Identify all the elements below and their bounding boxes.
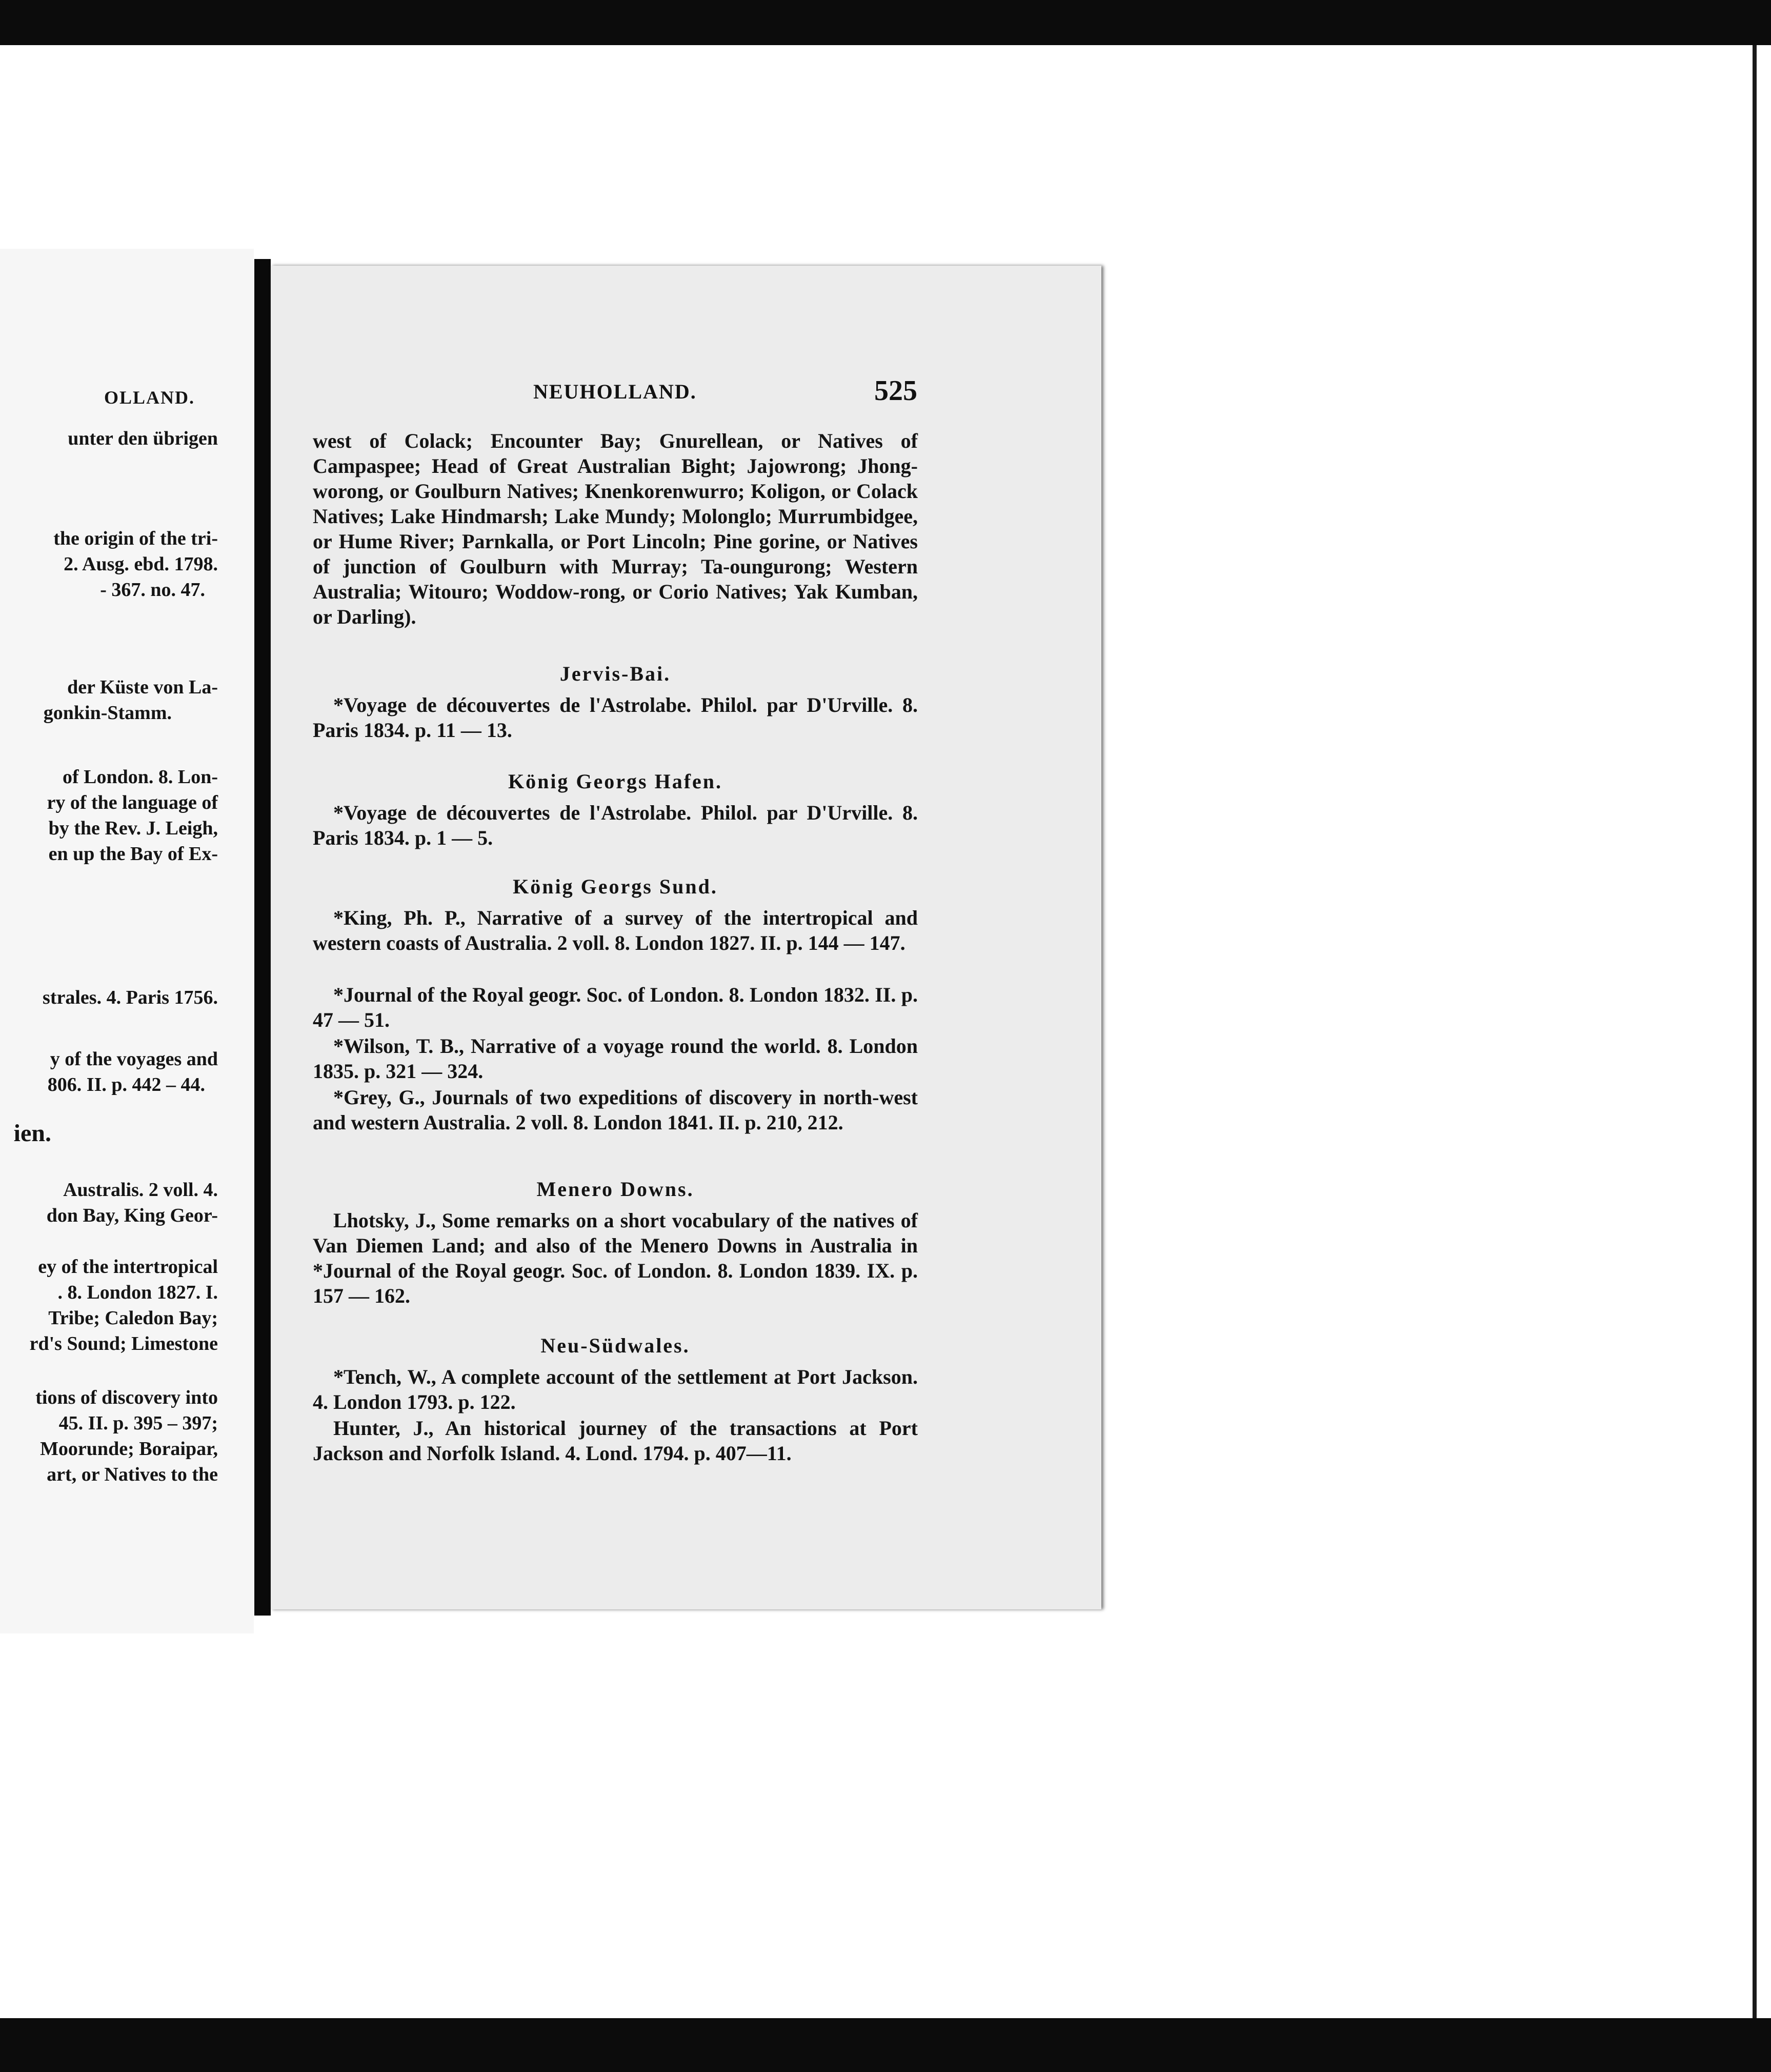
left-line: rd's Sound; Limestone <box>29 1333 218 1354</box>
left-line: 2. Ausg. ebd. 1798. <box>64 553 218 575</box>
left-line: the origin of the tri- <box>53 528 218 549</box>
section-heading-koenig-georgs-hafen: König Georgs Hafen. <box>508 770 723 793</box>
left-line: ry of the language of <box>47 792 218 813</box>
left-line: Tribe; Caledon Bay; <box>48 1307 218 1329</box>
left-line: strales. 4. Paris 1756. <box>43 987 218 1008</box>
section-heading-menero-downs: Menero Downs. <box>536 1178 694 1201</box>
bibliography-entry: Lhotsky, J., Some remarks on a short vocabulary of the natives of Van Diemen Land; and also of the Menero Downs in Australia in *Journal of the Royal geogr. Soc. of London. 8. London 1839. IX. p. 157 — 162. <box>313 1209 918 1307</box>
left-line: unter den übrigen <box>68 428 218 449</box>
left-line: der Küste von La- <box>67 676 218 698</box>
section-heading-jervis-bai: Jervis-Bai. <box>559 662 671 685</box>
page-number: 525 <box>874 375 917 407</box>
bibliography-entry: *King, Ph. P., Narrative of a survey of the intertropical and western coasts of Australia. 2 voll. 8. London 1827. II. p. 144 — 147. <box>313 906 918 954</box>
left-running-head: OLLAND. <box>104 387 195 408</box>
scan-border-bottom <box>0 2018 1771 2072</box>
left-line: en up the Bay of Ex- <box>48 843 218 865</box>
section-heading-koenig-georgs-sund: König Georgs Sund. <box>513 875 718 898</box>
bibliography-entry: *Voyage de découvertes de l'Astrolabe. Philol. par D'Urville. 8. Paris 1834. p. 11 — 13. <box>313 693 918 742</box>
left-line: . 8. London 1827. I. <box>57 1282 218 1303</box>
left-line: Moorunde; Boraipar, <box>40 1438 218 1460</box>
bibliography-entry: *Voyage de découvertes de l'Astrolabe. Philol. par D'Urville. 8. Paris 1834. p. 1 — 5. <box>313 801 918 849</box>
left-heading: ien. <box>13 1120 51 1147</box>
section-heading-neu-suedwales: Neu-Südwales. <box>540 1334 690 1357</box>
running-head: NEUHOLLAND. <box>533 380 697 403</box>
left-line: - 367. no. 47. <box>100 579 205 601</box>
left-line: don Bay, King Geor- <box>46 1205 218 1226</box>
left-line: gonkin-Stamm. <box>43 702 172 724</box>
left-line: 45. II. p. 395 – 397; <box>58 1412 218 1434</box>
scan-border-top <box>0 0 1771 45</box>
left-line: 806. II. p. 442 – 44. <box>47 1074 205 1095</box>
left-line: y of the voyages and <box>50 1048 218 1070</box>
scan-border-right <box>1753 45 1757 2018</box>
left-line: by the Rev. J. Leigh, <box>48 818 218 839</box>
left-line: art, or Natives to the <box>47 1464 218 1485</box>
bibliography-entry: Hunter, J., An historical journey of the transactions at Port Jackson and Norfolk Island. 4. Lond. 1794. p. 407—11. <box>313 1417 918 1465</box>
left-line: of London. 8. Lon- <box>62 766 218 788</box>
bibliography-entry: *Grey, G., Journals of two expeditions of discovery in north-west and western Australia. 2 voll. 8. London 1841. II. p. 210, 212. <box>313 1086 918 1134</box>
left-line: Australis. 2 voll. 4. <box>63 1179 218 1201</box>
bibliography-entry: *Tench, W., A complete account of the settlement at Port Jackson. 4. London 1793. p. 122. <box>313 1365 918 1413</box>
left-page <box>0 249 254 1633</box>
bibliography-entry: *Wilson, T. B., Narrative of a voyage round the world. 8. London 1835. p. 321 — 324. <box>313 1034 918 1083</box>
book-gutter <box>254 259 271 1616</box>
bibliography-entry: *Journal of the Royal geogr. Soc. of London. 8. London 1832. II. p. 47 — 51. <box>313 983 918 1031</box>
left-line: ey of the intertropical <box>38 1256 218 1278</box>
intro-paragraph: west of Colack; Encounter Bay; Gnurellean, or Natives of Campaspee; Head of Great Australian Bight; Jajowrong; Jhong-worong, or Goulburn Natives; Knenkorenwurro; Koligon, or Colack Natives; Lake Hindmarsh; Lake Mundy; Molonglo; Murrumbidgee, or Hume River; Parnkalla, or Port Lincoln; Pine gorine, or Natives of junction of Goulburn with Murray; Ta-oungurong; Western Australia; Witouro; Woddow-rong, or Corio Natives; Yak Kumban, or Darling). <box>313 429 918 628</box>
left-line: tions of discovery into <box>35 1387 218 1408</box>
